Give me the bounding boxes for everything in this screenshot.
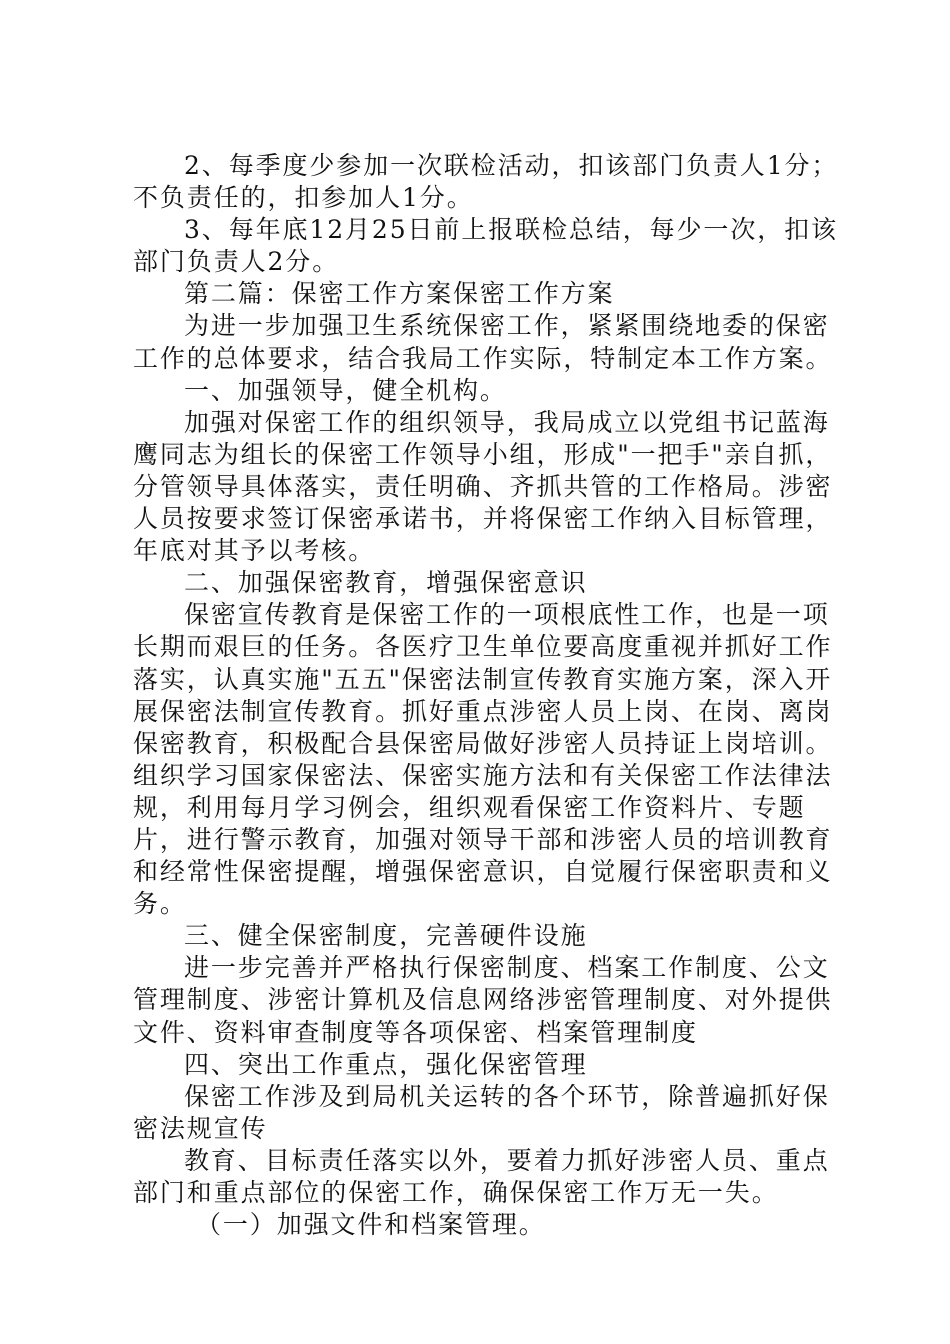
- heading-focus: 四、突出工作重点，强化保密管理: [184, 1049, 588, 1079]
- paragraph-leadership: 加强对保密工作的组织领导，我局成立以党组书记蓝海鹰同志为组长的保密工作领导小组，形成"一把手"亲自抓，分管领导具体落实，责任明确、齐抓共管的工作格局。涉密人员按要求签订保密承诺书，并将保密工作纳入目标管理，年底对其予以考核。: [133, 407, 833, 566]
- intro-paragraph: 为进一步加强卫生系统保密工作，紧紧围绕地委的保密工作的总体要求，结合我局工作实际，特制定本工作方案。: [133, 311, 833, 373]
- heading-education: 二、加强保密教育，增强保密意识: [184, 568, 588, 598]
- document-body: [133, 150, 845, 1241]
- subheading-files: （一）加强文件和档案管理。: [196, 1210, 546, 1240]
- paragraph-education: 保密宣传教育是保密工作的一项根底性工作，也是一项长期而艰巨的任务。各医疗卫生单位要高度重视并抓好工作落实，认真实施"五五"保密法制宣传教育实施方案，深入开展保密法制宣传教育。抓好重点涉密人员上岗、在岗、离岗保密教育，积极配合县保密局做好涉密人员持证上岗培训。组织学习国家保密法、保密实施方法和有关保密工作法律法规，利用每月学习例会，组织观看保密工作资料片、专题片，进行警示教育，加强对领导干部和涉密人员的培训教育和经常性保密提醒，增强保密意识，自觉履行保密职责和义务。: [133, 600, 833, 919]
- paragraph-system: 进一步完善并严格执行保密制度、档案工作制度、公文管理制度、涉密计算机及信息网络涉密管理制度、对外提供文件、资料审查制度等各项保密、档案管理制度: [133, 953, 833, 1047]
- paragraph-item-3: 3、每年底12月25日前上报联检总结，每少一次，扣该部门负责人2分。: [133, 215, 838, 277]
- paragraph-focus-a: 保密工作涉及到局机关运转的各个环节，除普遍抓好保密法规宣传: [133, 1081, 830, 1143]
- section-title: 第二篇：保密工作方案保密工作方案: [184, 279, 615, 309]
- heading-system: 三、健全保密制度，完善硬件设施: [184, 921, 588, 951]
- paragraph-item-2: 2、每季度少参加一次联检活动，扣该部门负责人1分；不负责任的，扣参加人1分。: [133, 151, 839, 213]
- paragraph-focus-b: 教育、目标责任落实以外，要着力抓好涉密人员、重点部门和重点部位的保密工作，确保保密工作万无一失。: [133, 1145, 830, 1207]
- heading-leadership: 一、加强领导，健全机构。: [184, 375, 507, 405]
